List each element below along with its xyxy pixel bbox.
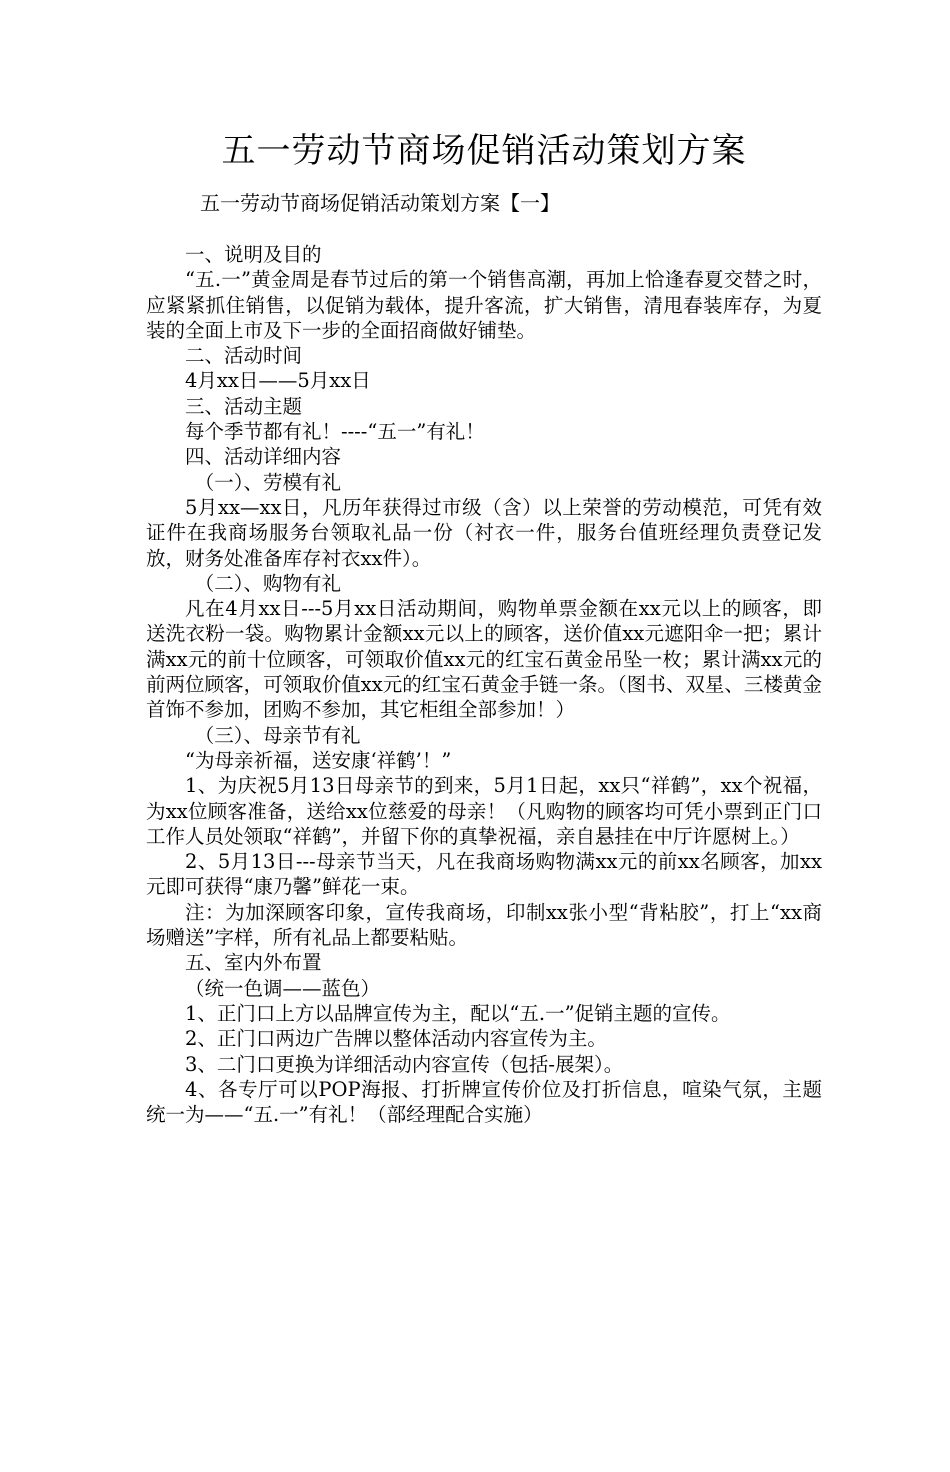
paragraph-layout-1: 1、正门口上方以品牌宣传为主，配以“五.一”促销主题的宣传。	[185, 1001, 731, 1025]
paragraph-purpose: “五.一”黄金周是春节过后的第一个销售高潮，再加上恰逢春夏交替之时，应紧紧抓住销售，以促销为载体，提升客流，扩大销售，清甩春装库存，为夏装的全面上市及下一步的全面招商做好铺垫。	[146, 268, 822, 342]
subsection-heading-shopping: （二）、购物有礼	[194, 571, 342, 595]
document-subtitle: 五一劳动节商场促销活动策划方案【一】	[200, 191, 560, 215]
paragraph-shopping: 凡在4月xx日---5月xx日活动期间，购物单票金额在xx元以上的顾客，即送洗衣粉一袋。购物累计金额xx元以上的顾客，送价值xx元遮阳伞一把；累计满xx元的前十位顾客，可领取价值xx元的红宝石黄金吊坠一枚；累计满xx元的前两位顾客，可领取价值xx元的红宝石黄金手链一条。（图书、双星、三楼黄金首饰不参加，团购不参加，其它柜组全部参加！）	[146, 597, 822, 722]
document-title: 五一劳动节商场促销活动策划方案	[221, 131, 747, 171]
subsection-heading-mothers-day: （三）、母亲节有礼	[194, 723, 361, 747]
section-heading-layout: 五、室内外布置	[185, 951, 322, 975]
paragraph-layout-4: 4、各专厅可以POP海报、打折牌宣传价位及打折信息，喧染气氛，主题统一为——“五.一”有礼！（部经理配合实施）	[146, 1077, 822, 1127]
section-heading-time: 二、活动时间	[185, 344, 303, 368]
paragraph-note: 注：为加深顾客印象，宣传我商场，印制xx张小型“背粘胶”，打上“xx商场赠送”字样，所有礼品上都要粘贴。	[146, 900, 822, 950]
paragraph-mothers-day-slogan: “为母亲祈福，送安康‘祥鹤’！”	[185, 748, 452, 772]
paragraph-mothers-day-1: 1、为庆祝5月13日母亲节的到来，5月1日起，xx只“祥鹤”，xx个祝福，为xx位顾客准备，送给xx位慈爱的母亲！（凡购物的顾客均可凭小票到正门口工作人员处领取“祥鹤”，并留下你的真挚祝福，亲自悬挂在中厅许愿树上。）	[146, 774, 822, 848]
paragraph-layout-3: 3、二门口更换为详细活动内容宣传（包括-展架）。	[185, 1052, 624, 1076]
paragraph-layout-2: 2、正门口两边广告牌以整体活动内容宣传为主。	[185, 1027, 607, 1051]
document-body	[146, 242, 822, 1127]
section-heading-details: 四、活动详细内容	[185, 445, 342, 469]
paragraph-color-tone: （统一色调——蓝色）	[185, 976, 381, 1000]
section-heading-purpose: 一、说明及目的	[185, 243, 322, 266]
section-heading-theme: 三、活动主题	[185, 394, 303, 418]
document-page	[0, 128, 950, 1472]
paragraph-time: 4月xx日——5月xx日	[185, 369, 371, 393]
paragraph-theme: 每个季节都有礼！----“五一”有礼！	[185, 420, 485, 444]
subsection-heading-model-worker: （一）、劳模有礼	[194, 470, 342, 494]
paragraph-model-worker: 5月xx—xx日，凡历年获得过市级（含）以上荣誉的劳动模范，可凭有效证件在我商场服务台领取礼品一份（衬衣一件，服务台值班经理负责登记发放，财务处准备库存衬衣xx件）。	[146, 495, 822, 570]
paragraph-mothers-day-2: 2、5月13日---母亲节当天，凡在我商场购物满xx元的前xx名顾客，加xx元即可获得“康乃馨”鲜花一束。	[146, 850, 822, 899]
